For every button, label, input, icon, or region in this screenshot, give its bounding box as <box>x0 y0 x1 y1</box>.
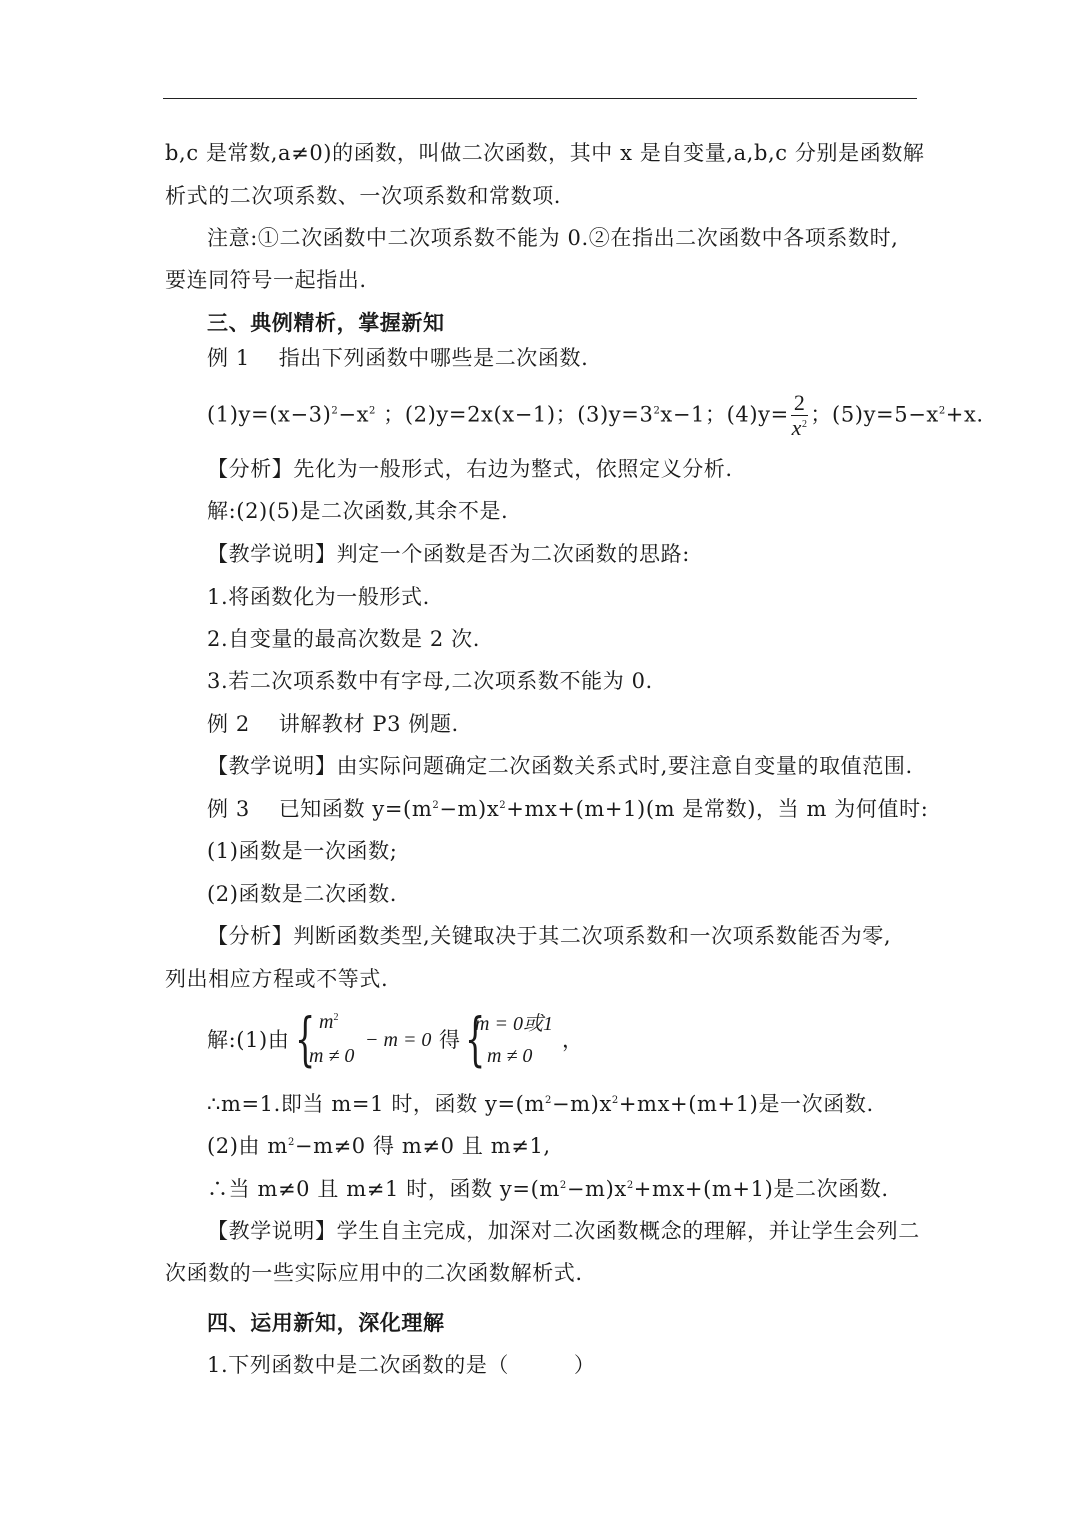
option-text: −x <box>338 402 370 427</box>
condition-m-nonzero: m ≠ 0 <box>309 1045 355 1067</box>
result-m-values: m = 0或1 <box>475 1013 553 1035</box>
list-item: 1.将函数化为一般形式. <box>207 585 430 609</box>
solution-label: 解:(1)由 <box>207 1028 290 1052</box>
teaching-note: 【教学说明】学生自主完成，加深对二次函数概念的理解，并让学生会列二 <box>207 1219 920 1243</box>
teaching-note: 【教学说明】由实际问题确定二次函数关系式时,要注意自变量的取值范围. <box>207 754 913 778</box>
section-heading: 四、运用新知，深化理解 <box>207 1310 445 1335</box>
equation-minus-m: − m = 0 <box>365 1029 432 1051</box>
superscript: 2 <box>653 405 661 417</box>
conclusion-line: ∴m=1.即当 m=1 时，函数 $y=(m^2-m)x^2+mx+(m+1)$是一次函数. <box>207 1092 874 1116</box>
text-line: b,c 是常数,a≠0)的函数，叫做二次函数，其中 x 是自变量,a,b,c 分别是函数解 <box>165 141 925 165</box>
fraction-denominator: $x^2$ <box>791 415 808 440</box>
conclusion-line: ∴当 m≠0 且 m≠1 时，函数 $y=(m^2-m)x^2+mx+(m+1)$是二次函数. <box>207 1177 889 1201</box>
fraction-numerator: 2 <box>791 392 809 416</box>
example-title: 例 2 讲解教材 P3 例题. <box>207 712 459 736</box>
text-line: 析式的二次项系数、一次项系数和常数项. <box>165 184 562 208</box>
teaching-note: 次函数的一些实际应用中的二次函数解析式. <box>165 1261 583 1285</box>
superscript: 2 <box>331 405 339 417</box>
header-rule <box>163 98 917 99</box>
solution-line: 解:(2)(5)是二次函数,其余不是. <box>207 499 509 523</box>
list-item: 3.若二次项系数中有字母,二次项系数不能为 0. <box>207 669 653 693</box>
de-label: 得 <box>439 1028 461 1052</box>
result-m-nonzero: m ≠ 0 <box>487 1045 533 1067</box>
analysis-line: 【分析】先化为一般形式，右边为整式，依照定义分析. <box>207 457 733 481</box>
list-item: 2.自变量的最高次数是 2 次. <box>207 627 481 651</box>
section-heading: 三、典例精析，掌握新知 <box>207 310 445 335</box>
note-line: 要连同符号一起指出. <box>165 268 367 292</box>
note-line: 注意:①二次函数中二次项系数不能为 0.②在指出二次函数中各项系数时, <box>207 226 899 250</box>
analysis-line: 列出相应方程或不等式. <box>165 967 389 991</box>
solution-system <box>207 1005 627 1075</box>
option-text: ；(5)y=5−x <box>810 402 939 427</box>
fraction <box>791 392 809 440</box>
analysis-line: 【分析】判断函数类型,关键取决于其二次项系数和一次项系数能否为零, <box>207 924 892 948</box>
comma: ， <box>562 1028 584 1052</box>
left-brace: { <box>465 1005 486 1073</box>
left-brace: { <box>295 1005 316 1073</box>
conclusion-line: (2)由 $m^2-m\ne 0$ 得 m≠0 且 m≠1, <box>207 1134 551 1158</box>
superscript: 2 <box>369 405 376 417</box>
option-text: ；(2)y=2x(x−1)；(3)y=3 <box>383 402 654 427</box>
equation-m-squared: $m^2$ <box>319 1011 339 1033</box>
option-text: (1)y=(x−3) <box>207 402 332 427</box>
example-title: 例 1 指出下列函数中哪些是二次函数. <box>207 346 589 370</box>
example-options <box>207 392 984 440</box>
option-text: +x. <box>945 402 984 427</box>
superscript: 2 <box>938 405 946 417</box>
exercise-question: 1.下列函数中是二次函数的是（ ） <box>207 1353 596 1377</box>
question-line: (2)函数是二次函数. <box>207 882 398 906</box>
question-line: (1)函数是一次函数; <box>207 839 398 863</box>
option-text: x−1；(4)y= <box>660 402 789 427</box>
example-title: 例 3 已知函数 $y=(m^2-m)x^2+mx+(m+1)(m$ 是常数)，当 m 为何值时: <box>207 797 929 821</box>
teaching-note: 【教学说明】判定一个函数是否为二次函数的思路: <box>207 542 690 566</box>
